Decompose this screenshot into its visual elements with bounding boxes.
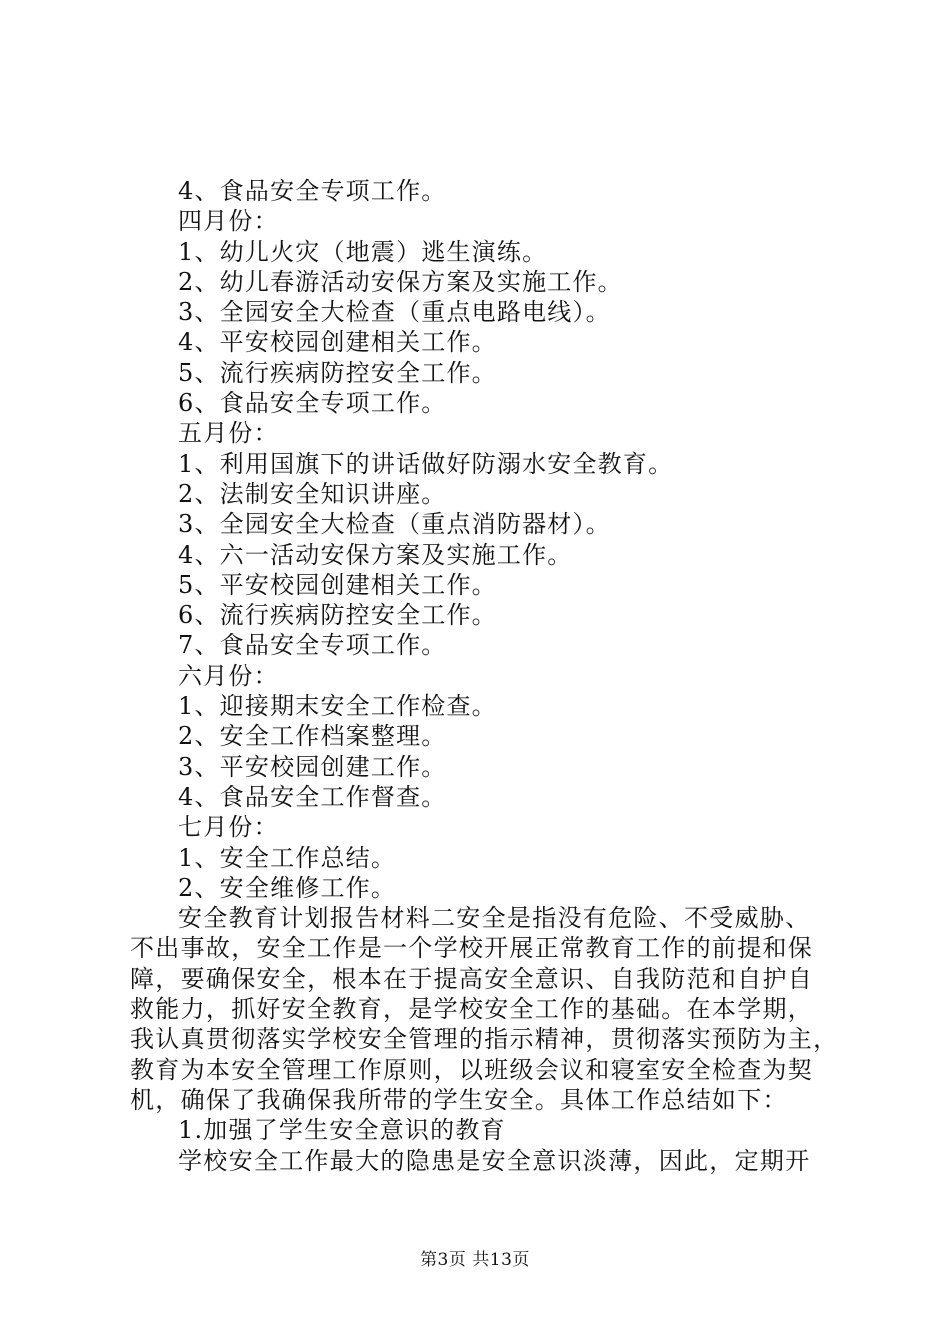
paragraph-line: 障，要确保安全，根本在于提高安全意识、自我防范和自护自 [130, 964, 814, 993]
list-item: 6、食品安全专项工作。 [178, 389, 447, 418]
paragraph-line: 安全教育计划报告材料二安全是指没有危险、不受威胁、 [178, 904, 811, 933]
list-item: 1、迎接期末安全工作检查。 [178, 692, 497, 721]
list-item: 5、流行疾病防控安全工作。 [178, 358, 497, 387]
list-item: 4、食品安全专项工作。 [178, 177, 447, 205]
list-item: 2、安全维修工作。 [178, 873, 397, 902]
list-item: 1、利用国旗下的讲话做好防溺水安全教育。 [178, 449, 674, 478]
list-item: 2、幼儿春游活动安保方案及实施工作。 [178, 267, 623, 296]
list-item: 1、幼儿火灾（地震）逃生演练。 [178, 237, 548, 266]
paragraph-line: 我认真贯彻落实学校安全管理的指示精神，贯彻落实预防为主， [130, 1025, 839, 1054]
list-item: 3、全园安全大检查（重点电路电线）。 [178, 298, 611, 327]
list-item: 2、安全工作档案整理。 [178, 722, 447, 751]
page-footer: 第3页 共13页 [420, 1250, 530, 1270]
list-item: 4、六一活动安保方案及实施工作。 [178, 540, 573, 569]
month-heading: 五月份： [178, 419, 279, 448]
list-item: 1、安全工作总结。 [178, 843, 397, 872]
paragraph-line: 救能力，抓好安全教育，是学校安全工作的基础。在本学期， [130, 995, 814, 1024]
document-body [130, 176, 839, 1176]
list-item: 2、法制安全知识讲座。 [178, 479, 447, 508]
list-item: 4、平安校园创建相关工作。 [178, 328, 497, 357]
paragraph-line: 学校安全工作最大的隐患是安全意识淡薄，因此，定期开 [178, 1146, 811, 1175]
paragraph-line: 不出事故，安全工作是一个学校开展正常教育工作的前提和保 [130, 934, 814, 963]
month-heading: 六月份： [178, 661, 279, 690]
paragraph-line: 机，确保了我确保我所带的学生安全。具体工作总结如下： [130, 1085, 788, 1114]
list-item: 7、食品安全专项工作。 [178, 631, 447, 660]
month-heading: 四月份： [178, 207, 279, 236]
list-item: 4、食品安全工作督查。 [178, 782, 447, 811]
month-heading: 七月份： [178, 813, 279, 842]
list-item: 3、全园安全大检查（重点消防器材）。 [178, 510, 611, 539]
list-item: 5、平安校园创建相关工作。 [178, 570, 497, 599]
list-item: 1.加强了学生安全意识的教育 [178, 1116, 506, 1145]
list-item: 3、平安校园创建工作。 [178, 752, 447, 781]
paragraph-line: 教育为本安全管理工作原则，以班级会议和寝室安全检查为契 [130, 1055, 814, 1084]
list-item: 6、流行疾病防控安全工作。 [178, 601, 497, 630]
